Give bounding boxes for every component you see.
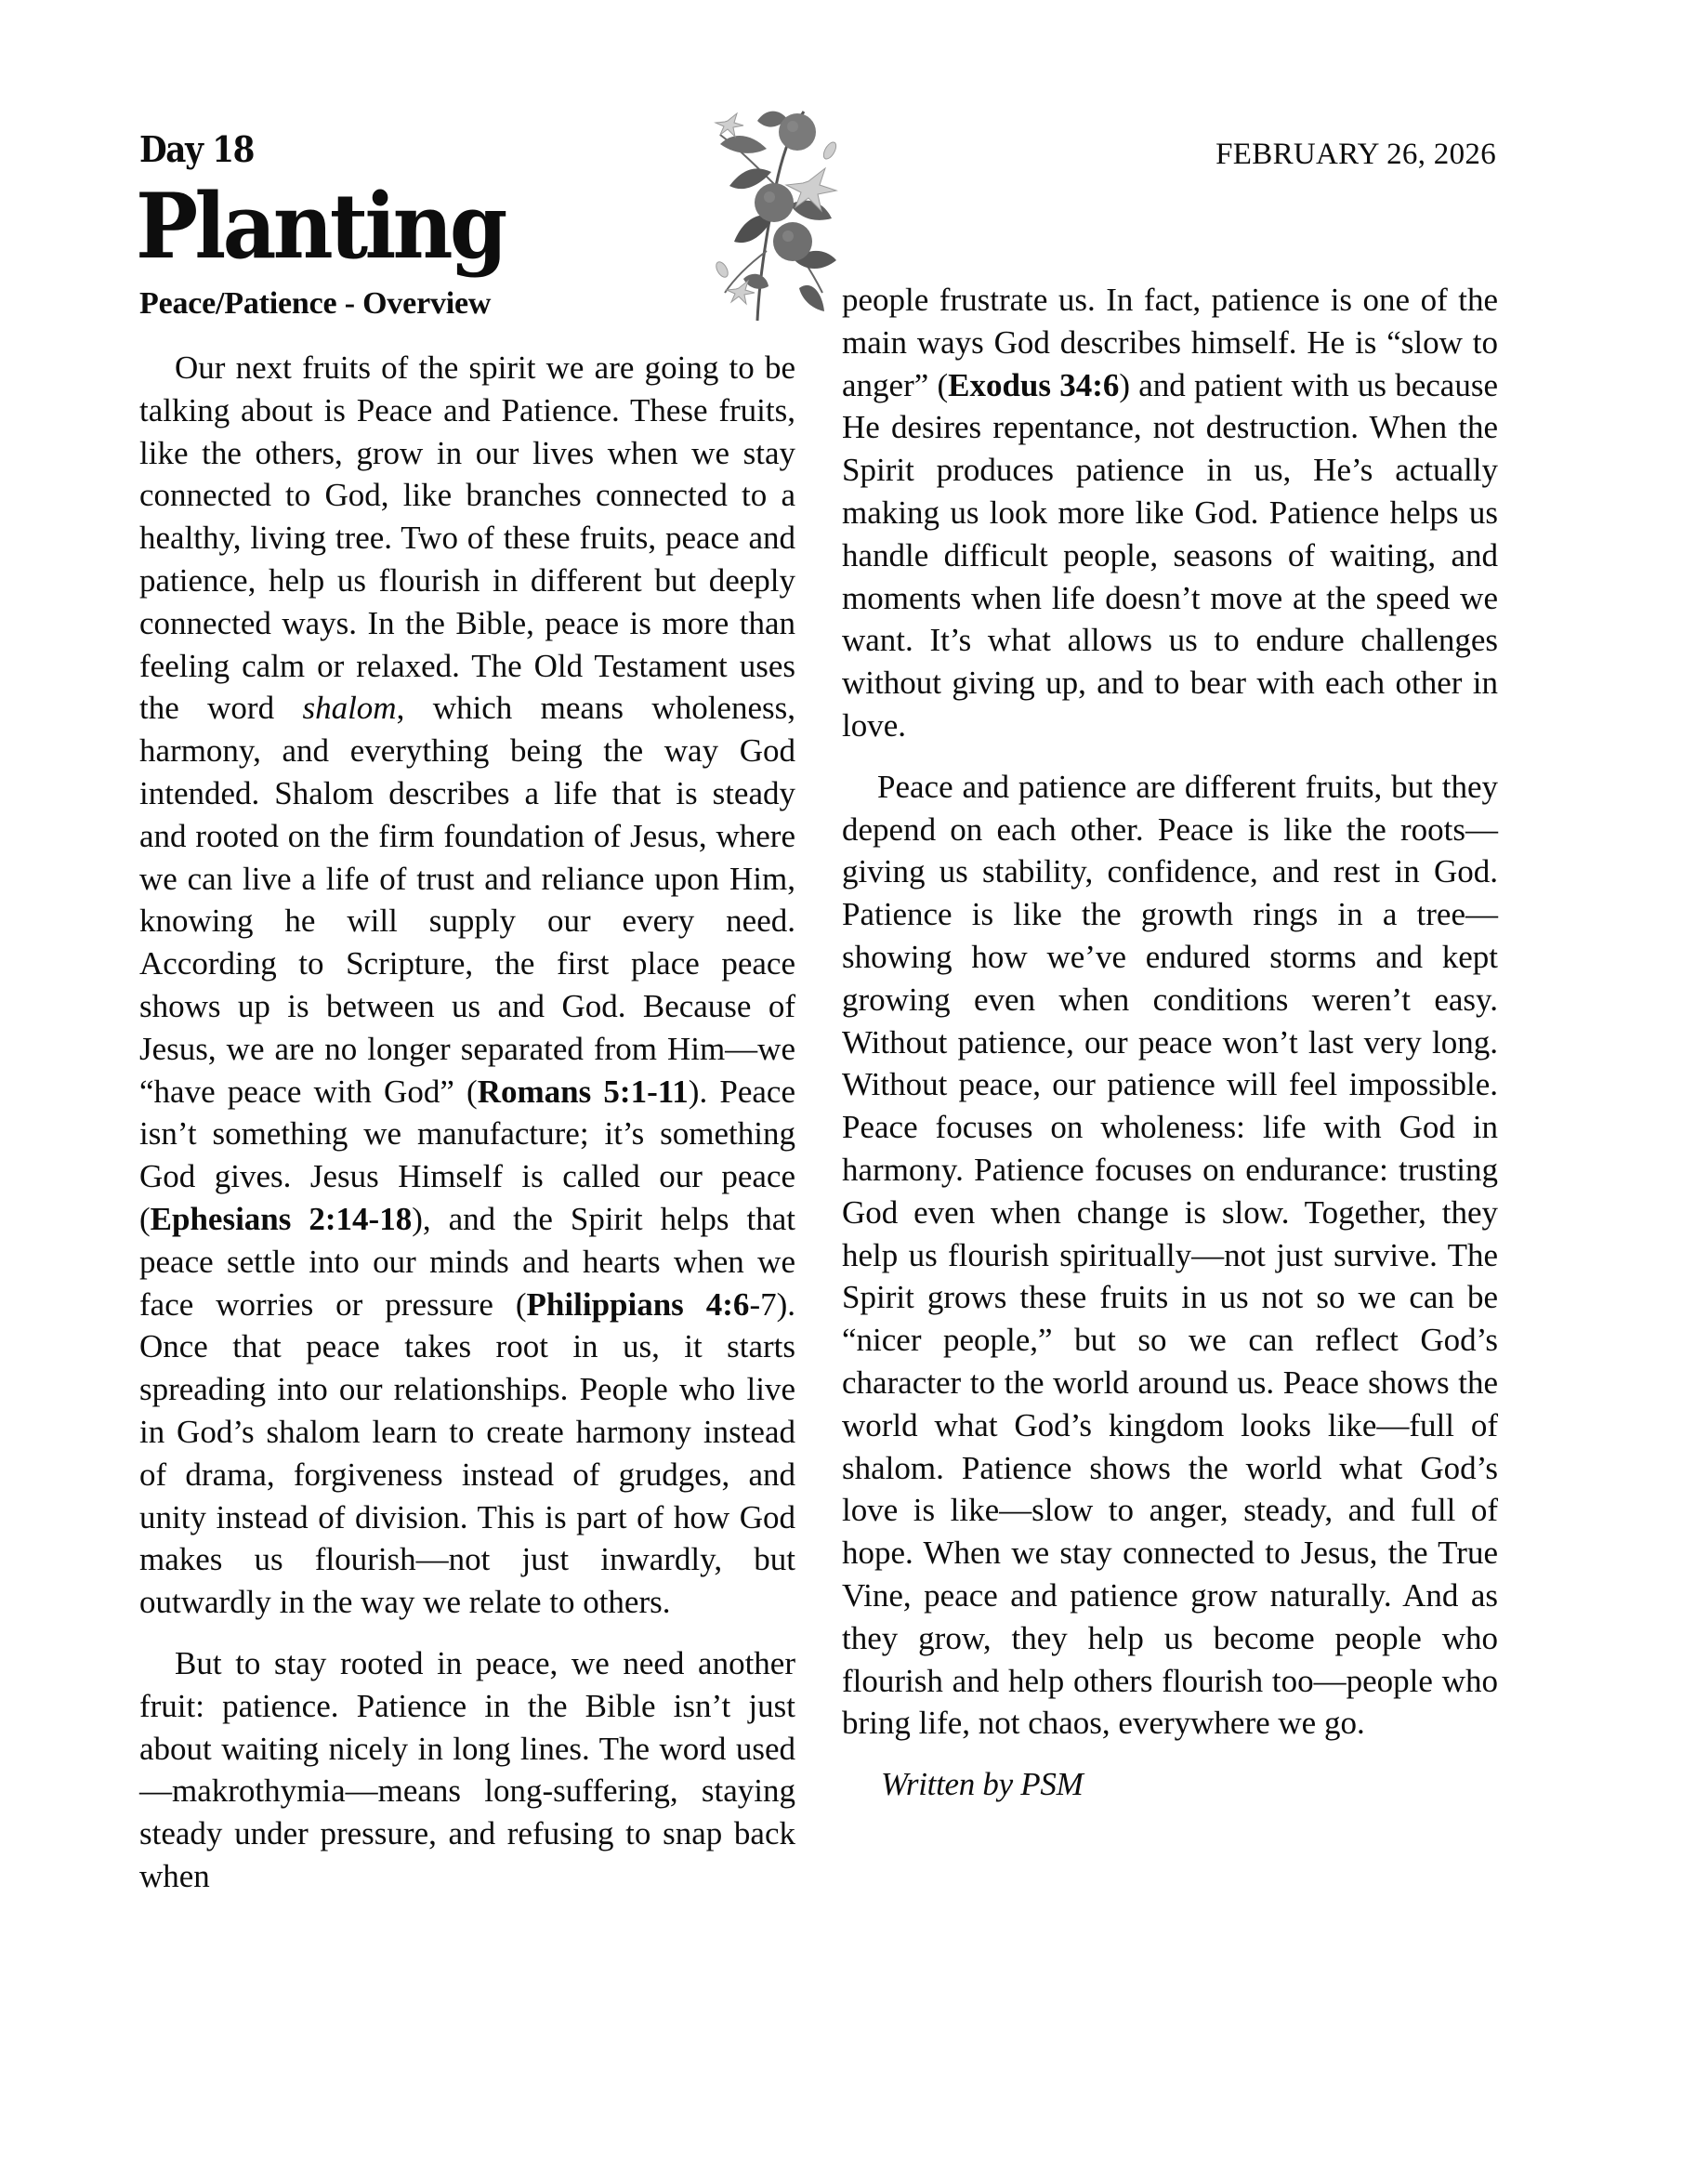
paragraph: But to stay rooted in peace, we need another fruit: patience. Patience in the Bible isn’t just about waiting nicely in long lines. The word used—makrothymia—means long-suffering, staying steady under pressure, and refusing to snap back when bbox=[139, 1644, 795, 1894]
paragraph: Our next fruits of the spirit we are going to be talking about is Peace and Patience. These fruits, like the others, grow in our lives when we stay connected to God, like branches connected to a healthy, living tree. Two of these fruits, peace and patience, help us flourish in different but deeply connected ways. In the Bible, peace is more than feeling calm or relaxed. The Old Testament uses the word shalom, which means wholeness, harmony, and everything being the way God intended. Shalom describes a life that is steady and rooted on the firm foundation of Jesus, where we can live a life of trust and reliance upon Him, knowing he will supply our every need. According to Scripture, the first place peace shows up is between us and God. Because of Jesus, we are no longer separated from Him—we “have peace with God” (Romans 5:1-11). Peace isn’t something we manufacture; it’s something God gives. Jesus Himself is called our peace (Ephesians 2:14-18), and the Spirit helps that peace settle into our minds and hearts when we face worries or pressure (Philippians 4:6-7). Once that peace takes root in us, it starts spreading into our relationships. People who live in God’s shalom learn to create harmony instead of drama, forgiveness instead of grudges, and unity instead of division. This is part of how God makes us flourish—not just inwardly, but outwardly in the way we relate to others. bbox=[139, 349, 795, 1621]
scripture-reference: Ephesians 2:14-18 bbox=[150, 1200, 413, 1237]
emphasized-term: shalom bbox=[302, 690, 397, 727]
day-label: Day 18 bbox=[139, 128, 255, 170]
article-column-right bbox=[842, 279, 1498, 1825]
page-title: Planting bbox=[136, 174, 505, 279]
article-column-left bbox=[139, 347, 795, 1917]
author-signature: Written by PSM bbox=[881, 1766, 1084, 1803]
date-label: FEBRUARY 26, 2026 bbox=[1215, 138, 1496, 171]
scripture-reference: Philippians 4:6 bbox=[526, 1285, 750, 1323]
scripture-reference: Romans 5:1-11 bbox=[477, 1073, 689, 1110]
page-subtitle: Peace/Patience - Overview bbox=[139, 286, 492, 321]
paragraph: people frustrate us. In fact, patience is one of the main ways God describes himself. He is “slow to anger” (Exodus 34:6) and patient with us because He desires repentance, not destruction. When the Spirit produces patience in us, He’s actually making us look more like God. Patience helps us handle difficult people, seasons of waiting, and moments when life doesn’t move at the speed we want. It’s what allows us to endure challenges without giving up, and to bear with each other in love. bbox=[842, 282, 1498, 744]
orange-blossom-branch-icon bbox=[702, 93, 846, 325]
paragraph: Peace and patience are different fruits, but they depend on each other. Peace is like the roots—giving us stability, confidence, and rest in God. Patience is like the growth rings in a tree—showing how we’ve endured storms and kept growing even when conditions weren’t easy. Without patience, our peace won’t last very long. Without peace, our patience will feel impossible. Peace focuses on wholeness: life with God in harmony. Patience focuses on endurance: trusting God even when change is slow. Together, they help us flourish spiritually—not just survive. The Spirit grows these fruits in us not so we can be “nicer people,” but so we can reflect God’s character to the world around us. Peace shows the world what God’s kingdom looks like—full of shalom. Patience shows the world what God’s love is like—slow to anger, steady, and full of hope. When we stay connected to Jesus, the True Vine, peace and patience grow naturally. And as they grow, they help us become people who flourish and help others flourish too—people who bring life, not chaos, everywhere we go. bbox=[842, 768, 1498, 1742]
scripture-reference: Exodus 34:6 bbox=[948, 366, 1120, 403]
